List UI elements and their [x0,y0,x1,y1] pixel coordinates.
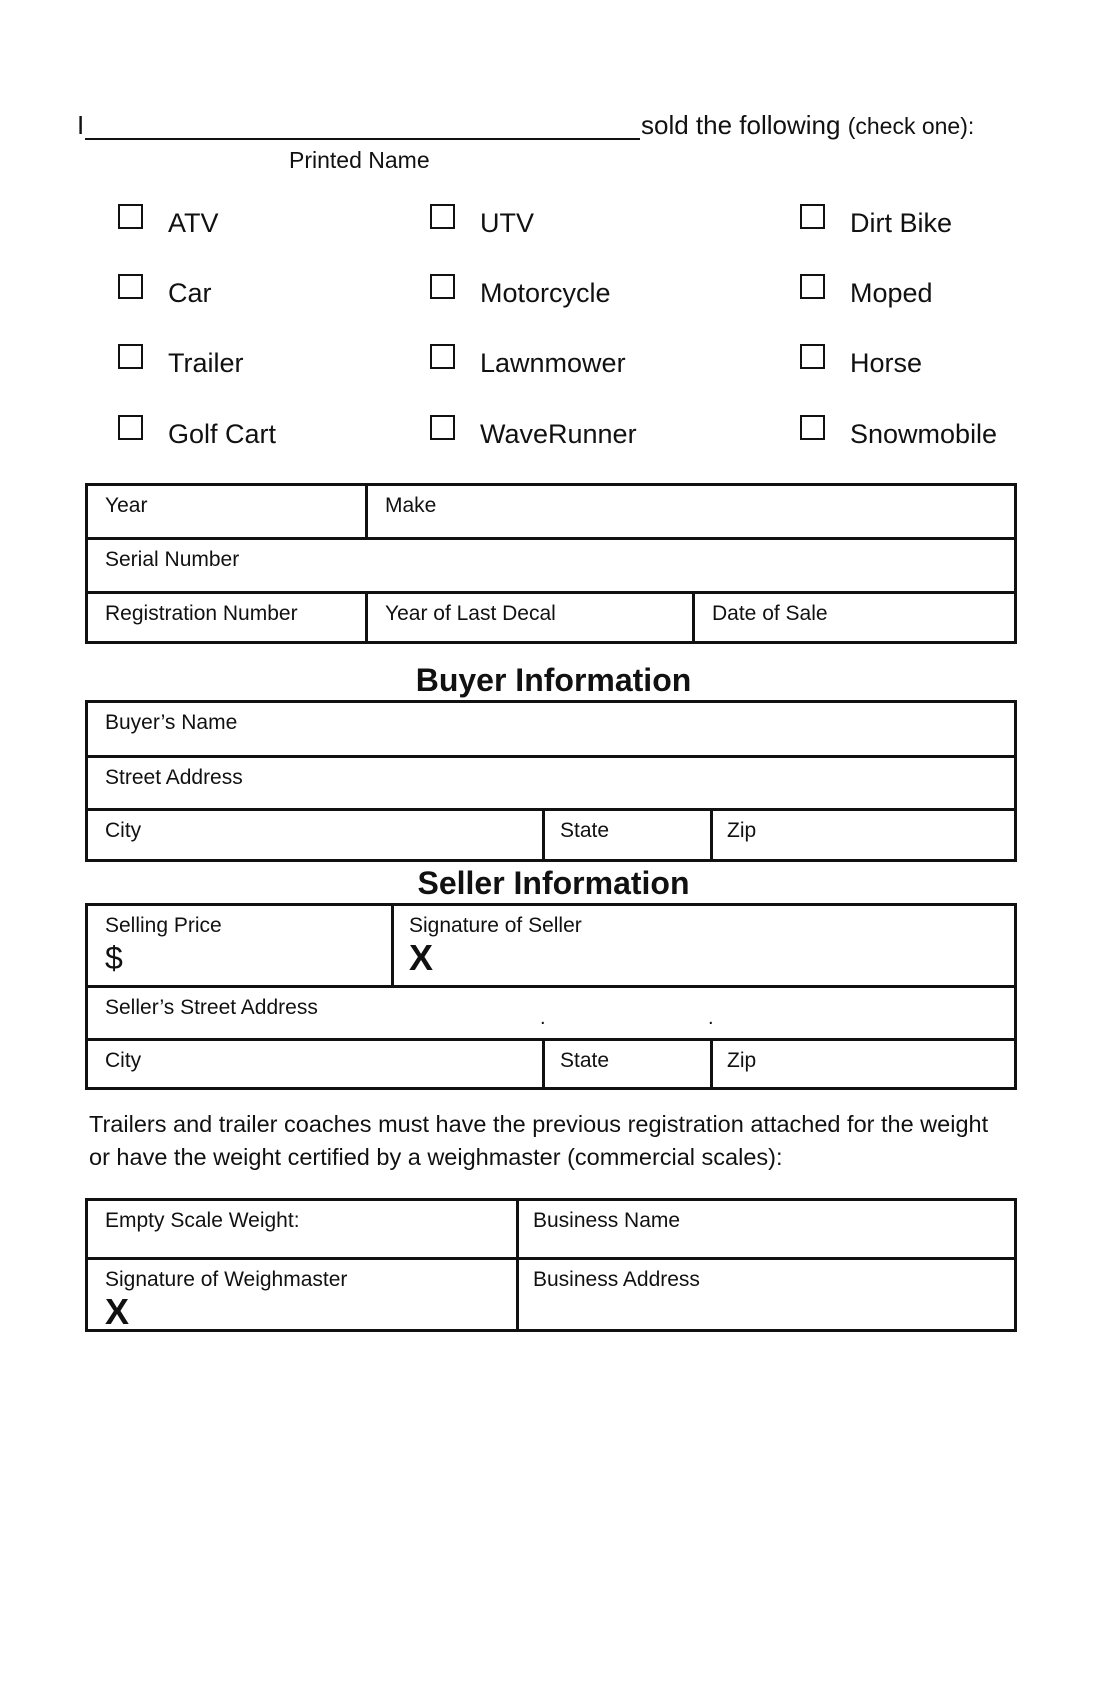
checkbox-icon[interactable] [800,204,825,229]
checkbox-icon[interactable] [118,204,143,229]
option-label: Golf Cart [168,419,277,449]
trailer-weight-note: Trailers and trailer coaches must have the previous registration attached for the weight or have the weight certified by a weighmaster (commercial scales): [89,1111,989,1170]
date-of-sale-field[interactable] [692,591,1014,644]
year-last-decal-label: Year of Last Decal [385,602,556,625]
business-name-label: Business Name [533,1209,681,1232]
intro-sold-text [641,110,974,141]
printed-name-label: Printed Name [289,147,430,173]
seller-signature-field[interactable] [391,906,1014,985]
option-trailer[interactable] [118,348,244,378]
year-field[interactable] [88,486,365,537]
checkbox-icon[interactable] [118,274,143,299]
option-dirt-bike[interactable] [800,208,952,238]
date-of-sale-label: Date of Sale [712,602,828,625]
buyer-street-field[interactable] [88,755,1014,808]
checkbox-icon[interactable] [800,344,825,369]
option-label: UTV [480,208,534,238]
year-label: Year [105,494,148,517]
option-utv[interactable] [430,208,534,238]
option-label: Motorcycle [480,278,611,308]
intro-prefix: I [77,110,85,140]
option-lawnmower[interactable] [430,348,626,378]
business-address-label: Business Address [533,1268,700,1291]
option-label: Dirt Bike [850,208,953,238]
seller-signature-label: Signature of Seller [409,914,582,937]
vehicle-info-table [85,483,1017,644]
option-label: Moped [850,278,933,308]
buyer-street-label: Street Address [105,766,243,789]
buyer-information-title: Buyer Information [415,662,692,698]
option-moped[interactable] [800,278,933,308]
year-last-decal-field[interactable] [365,591,692,644]
option-label: WaveRunner [480,419,637,449]
option-snowmobile[interactable] [800,419,997,449]
option-waverunner[interactable] [430,419,637,449]
empty-scale-weight-label: Empty Scale Weight: [105,1209,300,1232]
weighmaster-signature-field[interactable] [88,1257,516,1332]
dollar-sign: $ [105,940,123,976]
option-label: Horse [850,348,923,378]
business-name-field[interactable] [516,1201,1014,1257]
buyer-zip-field[interactable] [710,808,1014,862]
make-field[interactable] [365,486,1014,537]
sold-text: sold the following [641,110,841,140]
checkbox-icon[interactable] [800,274,825,299]
seller-zip-field[interactable] [710,1038,1014,1090]
weighmaster-signature-label: Signature of Weighmaster [105,1268,348,1291]
signature-x-mark: X [105,1291,130,1332]
seller-street-field[interactable] [88,985,1014,1038]
seller-street-label: Seller’s Street Address [105,996,318,1019]
seller-info-table [85,903,1017,1090]
signature-x-mark: X [409,937,434,978]
address-dot-marker: . [708,1007,714,1029]
checkbox-icon[interactable] [118,415,143,440]
selling-price-label: Selling Price [105,914,222,937]
selling-price-field[interactable] [88,906,391,985]
seller-city-label: City [105,1049,142,1072]
seller-information-title: Seller Information [417,865,690,901]
buyer-info-table [85,700,1017,862]
checkbox-icon[interactable] [430,274,455,299]
printed-name-input-line[interactable] [85,138,640,140]
checkbox-icon[interactable] [430,204,455,229]
option-label: Car [168,278,212,308]
buyer-state-label: State [560,819,610,842]
make-label: Make [385,494,437,517]
check-one-text: (check one): [847,113,975,139]
seller-state-label: State [560,1049,610,1072]
serial-number-label: Serial Number [105,548,240,571]
registration-number-label: Registration Number [105,602,298,625]
checkbox-icon[interactable] [118,344,143,369]
buyer-name-field[interactable] [88,703,1014,755]
address-dot-marker: . [540,1007,546,1029]
weighmaster-table [85,1198,1017,1332]
option-label: Snowmobile [850,419,998,449]
buyer-state-field[interactable] [542,808,710,862]
checkbox-icon[interactable] [430,344,455,369]
buyer-city-label: City [105,819,142,842]
option-label: ATV [168,208,219,238]
option-golf-cart[interactable] [118,419,276,449]
empty-scale-weight-field[interactable] [88,1201,516,1257]
business-address-field[interactable] [516,1257,1014,1332]
checkbox-icon[interactable] [800,415,825,440]
option-car[interactable] [118,278,212,308]
seller-city-field[interactable] [88,1038,542,1090]
option-label: Lawnmower [480,348,626,378]
checkbox-icon[interactable] [430,415,455,440]
option-horse[interactable] [800,348,922,378]
option-label: Trailer [168,348,244,378]
buyer-city-field[interactable] [88,808,542,862]
buyer-zip-label: Zip [727,819,757,842]
seller-zip-label: Zip [727,1049,757,1072]
serial-number-field[interactable] [88,537,1014,591]
registration-number-field[interactable] [88,591,365,644]
buyer-name-label: Buyer’s Name [105,711,238,734]
option-atv[interactable] [118,208,219,238]
option-motorcycle[interactable] [430,278,611,308]
seller-state-field[interactable] [542,1038,710,1090]
